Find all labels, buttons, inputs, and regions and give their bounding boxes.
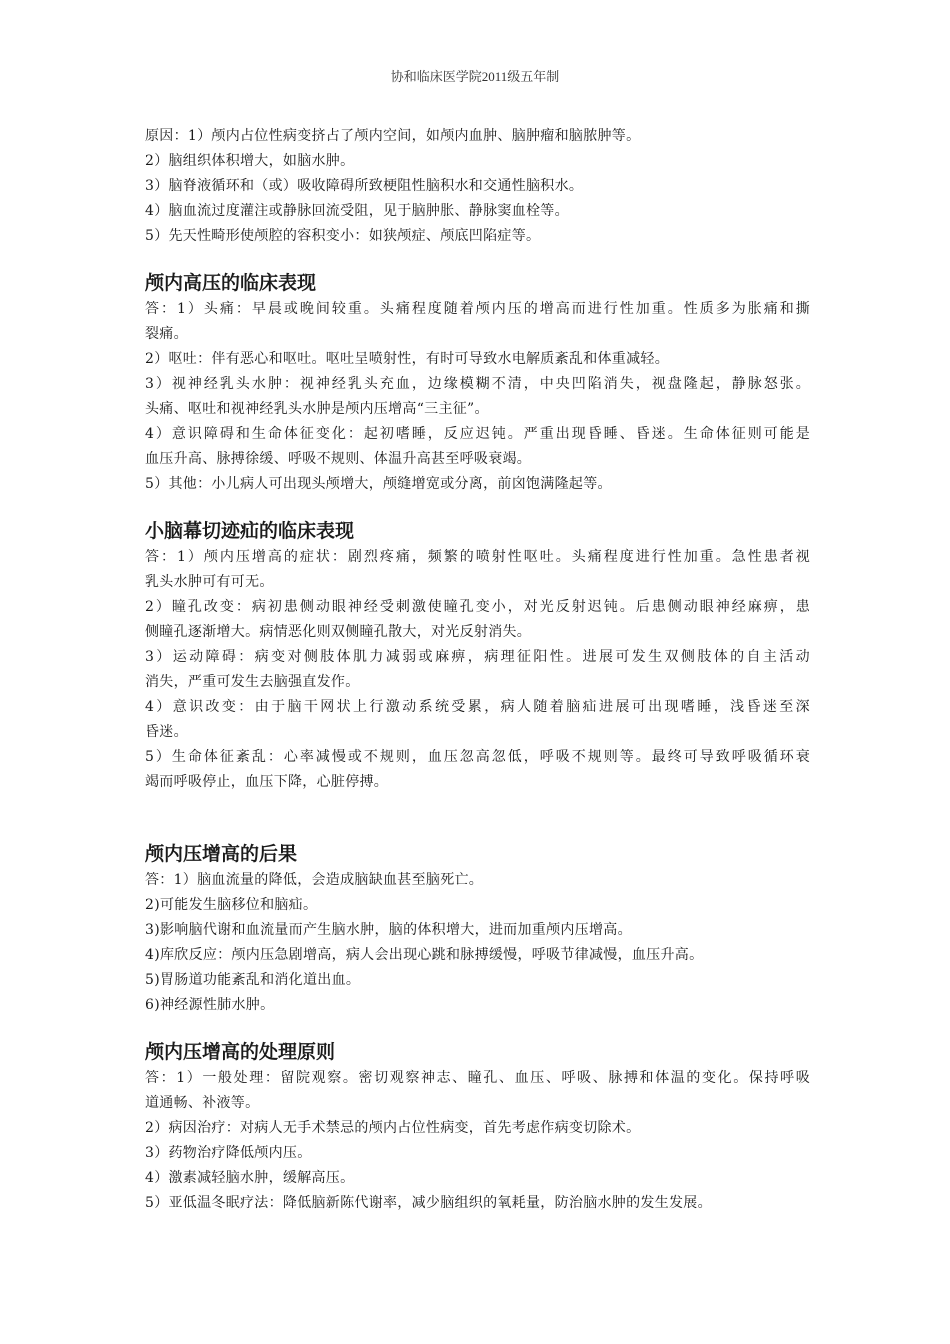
- paragraph-line: 4）意识障碍和生命体征变化：起初嗜睡，反应迟钝。严重出现昏睡、昏迷。生命体征则可能是: [145, 426, 810, 442]
- paragraph-line: 2）瞳孔改变：病初患侧动眼神经受刺激使瞳孔变小，对光反射迟钝。后患侧动眼神经麻痹，患: [145, 599, 810, 615]
- paragraph-line: 2)可能发生脑移位和脑疝。: [145, 897, 318, 913]
- paragraph-line: 4）意识改变：由于脑干网状上行激动系统受累，病人随着脑疝进展可出现嗜睡，浅昏迷至深: [145, 699, 810, 715]
- paragraph-line: 3）药物治疗降低颅内压。: [145, 1145, 312, 1161]
- section-consequences: [145, 841, 810, 1018]
- section-heading: 颅内压增高的处理原则: [145, 1041, 336, 1063]
- paragraph-line: 5）生命体征紊乱：心率减慢或不规则，血压忽高忽低，呼吸不规则等。最终可导致呼吸循环衰: [145, 749, 810, 765]
- section-heading: 颅内压增高的后果: [145, 843, 298, 865]
- paragraph-line: 答：1）脑血流量的降低，会造成脑缺血甚至脑死亡。: [145, 872, 484, 888]
- section-heading: 小脑幕切迹疝的临床表现: [145, 520, 355, 542]
- paragraph-line: 3）脑脊液循环和（或）吸收障碍所致梗阻性脑积水和交通性脑积水。: [145, 178, 584, 194]
- section-heading: 颅内高压的临床表现: [145, 272, 317, 294]
- paragraph-line: 2）脑组织体积增大，如脑水肿。: [145, 153, 355, 169]
- paragraph-line: 竭而呼吸停止，血压下降，心脏停搏。: [145, 774, 389, 790]
- paragraph-line: 答：1）一般处理：留院观察。密切观察神志、瞳孔、血压、呼吸、脉搏和体温的变化。保持呼吸: [145, 1070, 810, 1086]
- paragraph-line: 3）运动障碍：病变对侧肢体肌力减弱或麻痹，病理征阳性。进展可发生双侧肢体的自主活动: [145, 649, 810, 665]
- section-causes: [145, 124, 810, 249]
- paragraph-line: 血压升高、脉搏徐缓、呼吸不规则、体温升高甚至呼吸衰竭。: [145, 451, 532, 467]
- paragraph-line: 答：1）头痛：早晨或晚间较重。头痛程度随着颅内压的增高而进行性加重。性质多为胀痛和撕: [145, 301, 810, 317]
- paragraph-line: 5）其他：小儿病人可出现头颅增大，颅缝增宽或分离，前囟饱满隆起等。: [145, 476, 612, 492]
- paragraph-line: 5）亚低温冬眠疗法：降低脑新陈代谢率，减少脑组织的氧耗量，防治脑水肿的发生发展。: [145, 1195, 712, 1211]
- paragraph-line: 2）呕吐：伴有恶心和呕吐。呕吐呈喷射性，有时可导致水电解质紊乱和体重减轻。: [145, 351, 670, 367]
- section-intracranial-hypertension: [145, 270, 810, 497]
- paragraph-line: 原因：1）颅内占位性病变挤占了颅内空间，如颅内血肿、脑肿瘤和脑脓肿等。: [145, 128, 641, 144]
- paragraph-line: 2）病因治疗：对病人无手术禁忌的颅内占位性病变，首先考虑作病变切除术。: [145, 1120, 641, 1136]
- paragraph-line: 4）激素减轻脑水肿，缓解高压。: [145, 1170, 355, 1186]
- paragraph-line: 3)影响脑代谢和血流量而产生脑水肿，脑的体积增大，进而加重颅内压增高。: [145, 922, 632, 938]
- page-header: 协和临床医学院2011级五年制: [390, 69, 560, 84]
- paragraph-line: 5）先天性畸形使颅腔的容积变小：如狭颅症、颅底凹陷症等。: [145, 228, 541, 244]
- paragraph-line: 消失，严重可发生去脑强直发作。: [145, 674, 360, 690]
- paragraph-line: 乳头水肿可有可无。: [145, 574, 274, 590]
- document-body: [145, 124, 810, 1216]
- paragraph-line: 3）视神经乳头水肿：视神经乳头充血，边缘模糊不清，中央凹陷消失，视盘隆起，静脉怒张。: [145, 376, 810, 392]
- paragraph-line: 4)库欣反应：颅内压急剧增高，病人会出现心跳和脉搏缓慢，呼吸节律减慢，血压升高。: [145, 947, 704, 963]
- paragraph-line: 侧瞳孔逐渐增大。病情恶化则双侧瞳孔散大，对光反射消失。: [145, 624, 532, 640]
- section-treatment-principles: [145, 1039, 810, 1216]
- paragraph-line: 昏迷。: [145, 724, 188, 740]
- paragraph-line: 5)胃肠道功能紊乱和消化道出血。: [145, 972, 361, 988]
- paragraph-line: 头痛、呕吐和视神经乳头水肿是颅内压增高“三主征”。: [145, 401, 489, 417]
- section-tentorial-herniation: [145, 518, 810, 795]
- paragraph-line: 答：1）颅内压增高的症状：剧烈疼痛，频繁的喷射性呕吐。头痛程度进行性加重。急性患者视: [145, 549, 810, 565]
- paragraph-line: 裂痛。: [145, 326, 188, 342]
- paragraph-line: 4）脑血流过度灌注或静脉回流受阻，见于脑肿胀、静脉窦血栓等。: [145, 203, 569, 219]
- paragraph-line: 6)神经源性肺水肿。: [145, 997, 275, 1013]
- paragraph-line: 道通畅、补液等。: [145, 1095, 260, 1111]
